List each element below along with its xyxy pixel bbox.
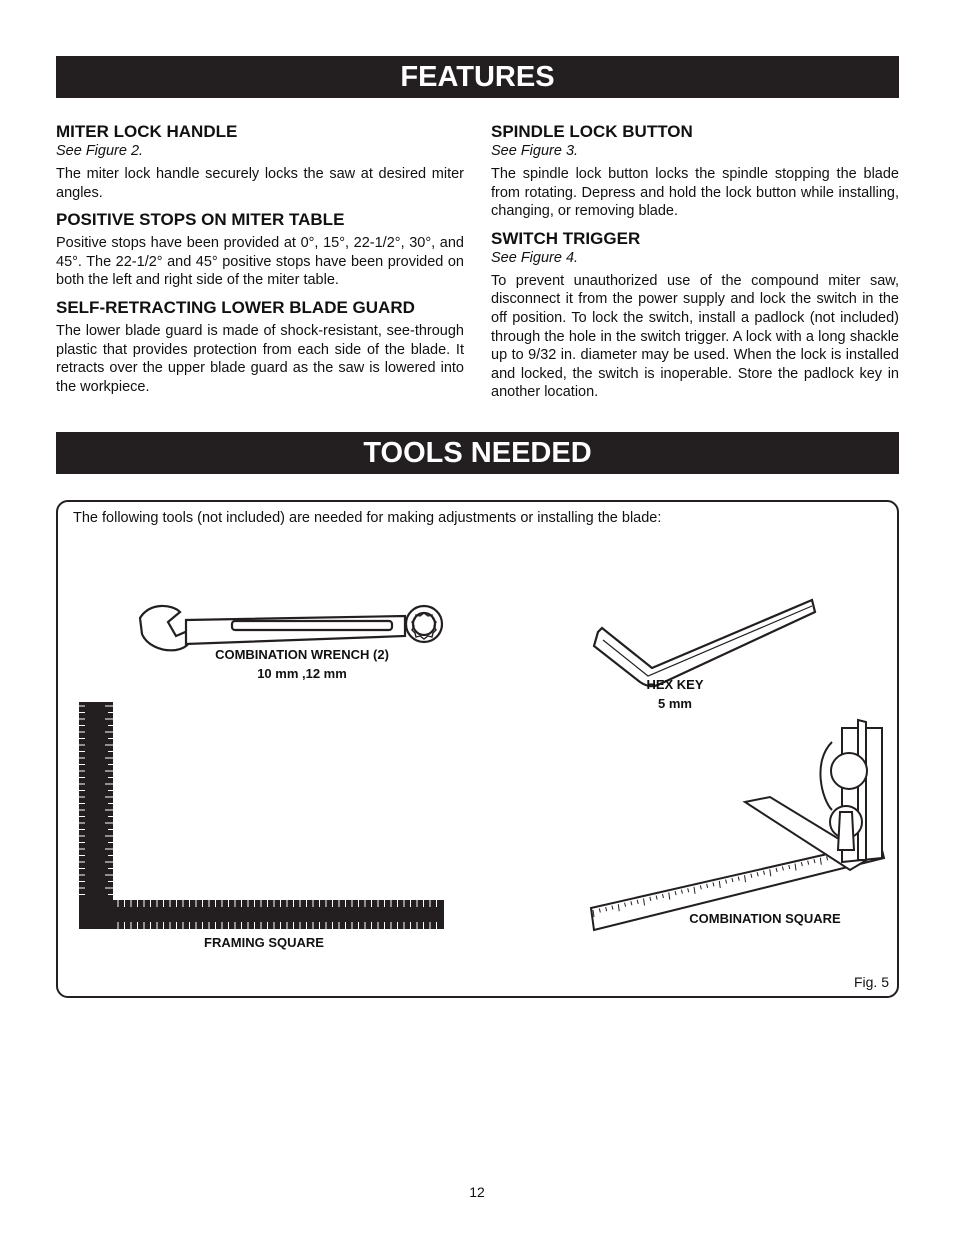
combination-wrench-illustration — [140, 606, 442, 650]
figure-reference: See Figure 3. — [491, 143, 579, 159]
feature-description: Positive stops have been provided at 0°, 15°, 22-1/2°, 30°, and 45°. The 22-1/2° and 45° positive stops have been provided on both the left and right side of the miter table. — [56, 235, 464, 289]
combination-square-illustration — [591, 720, 884, 930]
feature-heading: SELF-RETRACTING LOWER BLADE GUARD — [56, 297, 415, 317]
hex-key-label-name: HEX KEY — [646, 677, 704, 692]
tools-needed-banner: TOOLS NEEDED — [56, 432, 899, 474]
figure-reference: See Figure 2. — [56, 143, 144, 159]
feature-heading: MITER LOCK HANDLE — [56, 122, 238, 141]
feature-heading: SWITCH TRIGGER — [491, 228, 641, 248]
hex-key-caption — [625, 675, 725, 713]
combination-square-caption: COMBINATION SQUARE — [689, 911, 841, 926]
tools-intro: The following tools (not included) are needed for making adjustments or installing the blade: — [73, 510, 662, 526]
feature-heading: SPINDLE LOCK BUTTON — [491, 122, 693, 141]
hex-key-illustration — [594, 600, 815, 686]
wrench-label-name: COMBINATION WRENCH (2) — [215, 647, 389, 662]
feature-heading: POSITIVE STOPS ON MITER TABLE — [56, 210, 345, 230]
feature-description: The miter lock handle securely locks the saw at desired miter angles. — [56, 166, 464, 201]
page-number: 12 — [469, 1184, 485, 1200]
features-banner: FEATURES — [56, 56, 899, 98]
figure-reference: See Figure 4. — [491, 249, 579, 266]
framing-square-caption: FRAMING SQUARE — [204, 935, 324, 950]
feature-description: To prevent unauthorized use of the compound miter saw, disconnect it from the power supply and lock the switch in the off position. To lock the switch, install a padlock (not included) through the hole in the switch trigger. A lock with a long shackle up to 9/32 in. diameter may be used. When the lock is installed and locked, the switch is inoperable. Store the padlock key in another location. — [491, 272, 899, 401]
wrench-label-size: 10 mm ,12 mm — [257, 666, 347, 681]
figure-label: Fig. 5 — [853, 974, 889, 990]
framing-square-illustration — [79, 702, 444, 929]
hex-key-label-size: 5 mm — [658, 696, 692, 711]
feature-description: The lower blade guard is made of shock-resistant, see-through plastic that provides protection from each side of the blade. It retracts over the upper blade guard as the saw is lowered into the workpiece. — [56, 322, 464, 395]
feature-description: The spindle lock button locks the spindle stopping the blade from rotating. Depress and hold the lock button while installing, changing, or removing blade. — [491, 166, 899, 220]
wrench-caption — [187, 645, 417, 683]
